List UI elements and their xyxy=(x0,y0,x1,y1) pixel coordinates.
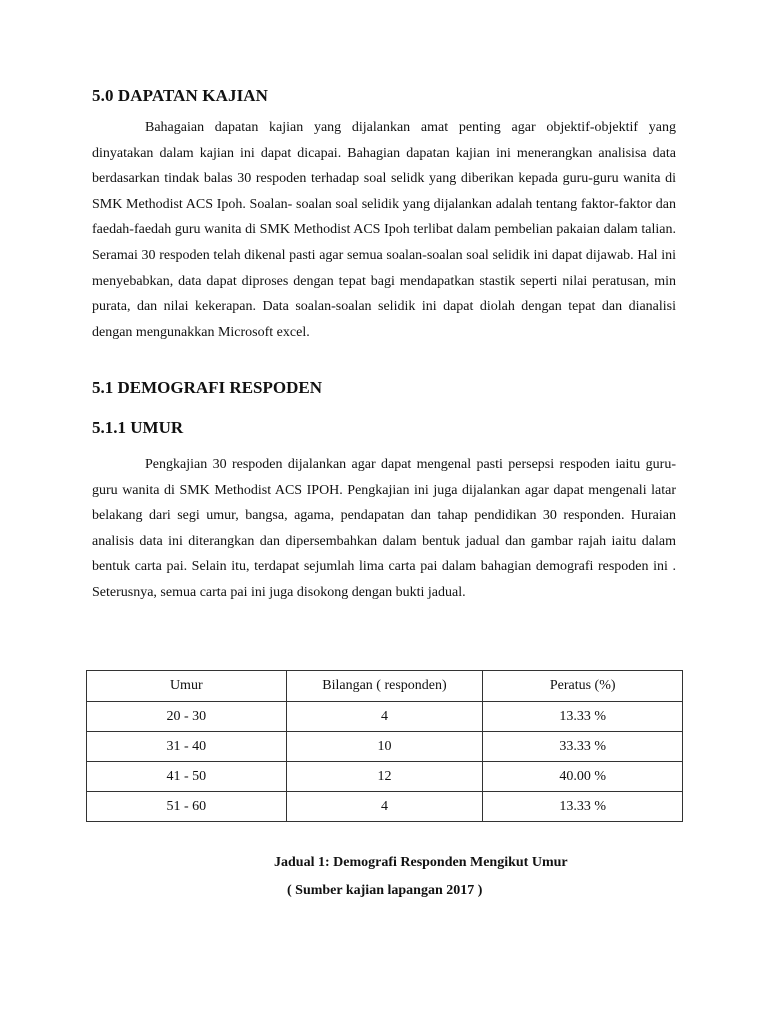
table-cell: 41 - 50 xyxy=(87,762,287,792)
table-header-cell: Peratus (%) xyxy=(483,671,683,702)
table-header-cell: Umur xyxy=(87,671,287,702)
table-cell: 4 xyxy=(286,702,483,732)
table-cell: 33.33 % xyxy=(483,732,683,762)
subsubsection-title: 5.1.1 UMUR xyxy=(92,418,184,437)
table-caption-source: ( Sumber kajian lapangan 2017 ) xyxy=(287,883,483,898)
section-title: 5.0 DAPATAN KAJIAN xyxy=(92,86,269,105)
age-demographics-table xyxy=(86,670,683,822)
table-cell: 12 xyxy=(286,762,483,792)
table-cell: 20 - 30 xyxy=(87,702,287,732)
paragraph-intro: Bahagaian dapatan kajian yang dijalankan amat penting agar objektif-objektif yang dinyatakan dalam kajian ini dapat dicapai. Bahagian dapatan kajian ini menerangkan analisisa data berdasarkan tindak balas 30 respoden terhadap soal selidk yang diberikan kepada guru-guru wanita di SMK Methodist ACS Ipoh. Soalan- soalan soal selidik yang dijalankan adalah tentang faktor-faktor dan faedah-faedah guru wanita di SMK Methodist ACS Ipoh terlibat dalam pembelian pakaian dalam talian. Seramai 30 respoden telah dikenal pasti agar semua soalan-soalan soal selidik ini dapat dijawab. Hal ini menyebabkan, data dapat diproses dengan tepat bagi mendapatkan stastik seperti nilai peratusan, min purata, dan nilai kekerapan. Data soalan-soalan selidik ini dapat diolah dengan tepat dan dianalisi dengan mengunakkan Microsoft excel. xyxy=(92,120,676,340)
table-header-cell: Bilangan ( responden) xyxy=(286,671,483,702)
table-header-row xyxy=(87,671,683,702)
table-row xyxy=(87,762,683,792)
table-row xyxy=(87,732,683,762)
table-caption-title: Jadual 1: Demografi Responden Mengikut Umur xyxy=(274,855,568,870)
table-cell: 10 xyxy=(286,732,483,762)
table-cell: 13.33 % xyxy=(483,702,683,732)
subsection-title: 5.1 DEMOGRAFI RESPODEN xyxy=(92,378,322,397)
table-cell: 40.00 % xyxy=(483,762,683,792)
table-row xyxy=(87,792,683,822)
paragraph-umur: Pengkajian 30 respoden dijalankan agar dapat mengenal pasti persepsi respoden iaitu guru-guru wanita di SMK Methodist ACS IPOH. Pengkajian ini juga dijalankan agar dapat mengenali latar belakang dari segi umur, bangsa, agama, pendapatan dan tahap pendidikan 30 responden. Huraian analisis data ini diterangkan dan dipersembahkan dalam bentuk jadual dan gambar rajah iaitu dalam bentuk carta pai. Selain itu, terdapat sejumlah lima carta pai dalam bahagian demografi respoden ini . Seterusnya, semua carta pai ini juga disokong dengan bukti jadual. xyxy=(92,457,676,600)
table-cell: 13.33 % xyxy=(483,792,683,822)
table-row xyxy=(87,702,683,732)
table-cell: 31 - 40 xyxy=(87,732,287,762)
table-cell: 4 xyxy=(286,792,483,822)
table-cell: 51 - 60 xyxy=(87,792,287,822)
